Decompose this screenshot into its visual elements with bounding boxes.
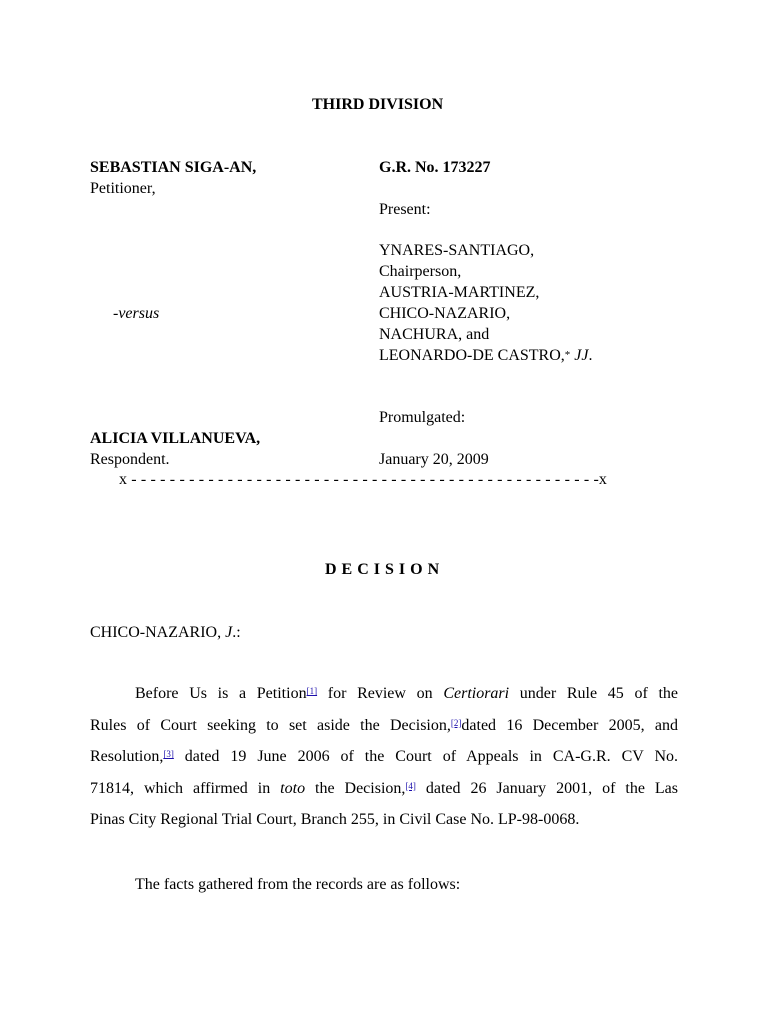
paragraph-line: 71814, which affirmed in toto the Decision,[4] dated 26 January 2001, of the Las: [90, 779, 678, 797]
justice-list: [379, 240, 592, 366]
petitioner-name: SEBASTIAN SIGA-AN,: [90, 159, 257, 176]
opening-paragraph: [90, 678, 678, 836]
petitioner-role: Petitioner,: [90, 180, 156, 197]
justice-line: NACHURA, and: [379, 326, 490, 343]
justice-line-last: LEONARDO-DE CASTRO,* JJ.: [379, 347, 593, 364]
division-heading: THIRD DIVISION: [312, 96, 444, 113]
present-label: Present:: [379, 201, 431, 218]
justice-line: Chairperson,: [379, 263, 462, 280]
footnote-link-4[interactable]: [4]: [405, 780, 416, 791]
paragraph-line: Rules of Court seeking to set aside the Decision,[2]dated 16 December 2005, and: [90, 716, 679, 734]
asterisk-footnote: *: [564, 349, 571, 361]
separator-line: x - - - - - - - - - - - - - - - - - - - - - - - - - - - - - - - - - - - - - - - - - - - - - - - - -x: [119, 471, 608, 488]
case-number: G.R. No. 173227: [379, 159, 491, 176]
versus-label: -versus: [113, 305, 160, 322]
decision-title: D E C I S I O N: [325, 561, 440, 578]
paragraph-line: Pinas City Regional Trial Court, Branch 255, in Civil Case No. LP-98-0068.: [90, 811, 580, 828]
ponente: CHICO-NAZARIO, J.:: [90, 624, 241, 641]
promulgated-label: Promulgated:: [379, 409, 466, 426]
justice-line: AUSTRIA-MARTINEZ,: [379, 284, 540, 301]
footnote-link-1[interactable]: [1]: [306, 686, 318, 696]
justice-line: YNARES-SANTIAGO,: [379, 242, 535, 259]
respondent-role: Respondent.: [90, 451, 170, 468]
footnote-link-2[interactable]: [2]: [450, 717, 462, 728]
paragraph-line: Before Us is a Petition[1] for Review on Certiorari under Rule 45 of the: [135, 685, 679, 702]
facts-intro: The facts gathered from the records are as follows:: [135, 876, 461, 893]
jj-label: JJ: [574, 347, 589, 364]
footnote-link-3[interactable]: [3]: [163, 749, 174, 759]
justice-line: CHICO-NAZARIO,: [379, 305, 511, 322]
justice-name: LEONARDO-DE CASTRO,: [379, 347, 565, 364]
respondent-name: ALICIA VILLANUEVA,: [90, 430, 261, 447]
promulgated-date: January 20, 2009: [379, 451, 489, 468]
paragraph-line: Resolution,[3] dated 19 June 2006 of the Court of Appeals in CA-G.R. CV No.: [90, 748, 678, 765]
